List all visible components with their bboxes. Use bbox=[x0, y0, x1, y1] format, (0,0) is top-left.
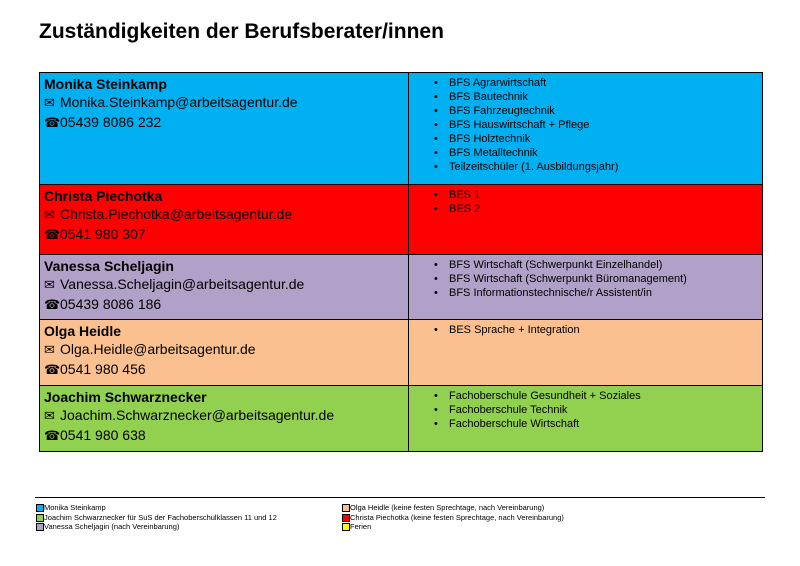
list-item: • BFS Holztechnik bbox=[449, 132, 762, 146]
envelope-icon: ✉ bbox=[44, 278, 55, 293]
list-item: • BES 1 bbox=[449, 188, 762, 202]
phone-line bbox=[44, 426, 404, 446]
subject-list bbox=[409, 76, 762, 174]
phone-line bbox=[44, 360, 404, 380]
subject-list bbox=[409, 258, 762, 300]
page-title: Zuständigkeiten der Berufsberater/innen bbox=[39, 20, 444, 43]
email-link[interactable]: Joachim.Schwarznecker@arbeitsagentur.de bbox=[60, 407, 335, 423]
legend-swatch bbox=[36, 514, 44, 522]
advisor-name: Olga Heidle bbox=[44, 323, 122, 339]
legend-swatch bbox=[342, 514, 350, 522]
contact-cell bbox=[40, 73, 409, 185]
subjects-cell bbox=[409, 255, 763, 320]
email-line bbox=[44, 340, 404, 360]
advisor-name: Christa Piechotka bbox=[44, 188, 163, 204]
subjects-cell bbox=[409, 73, 763, 185]
subjects-cell bbox=[409, 320, 763, 386]
list-item: • Fachoberschule Technik bbox=[449, 403, 762, 417]
list-item: • BFS Bautechnik bbox=[449, 90, 762, 104]
phone-number: 0541 980 456 bbox=[60, 361, 146, 377]
legend-swatch bbox=[36, 504, 44, 512]
phone-line bbox=[44, 225, 404, 245]
email-line bbox=[44, 205, 404, 225]
telephone-icon: ☎ bbox=[44, 228, 61, 243]
table-row bbox=[40, 386, 763, 452]
legend-right bbox=[342, 503, 564, 532]
legend-item bbox=[36, 503, 277, 513]
contact-cell bbox=[40, 255, 409, 320]
legend-swatch bbox=[36, 523, 44, 531]
legend-item bbox=[36, 522, 277, 532]
email-link[interactable]: Olga.Heidle@arbeitsagentur.de bbox=[60, 341, 256, 357]
email-line bbox=[44, 406, 404, 426]
responsibilities-table bbox=[39, 72, 763, 452]
phone-line bbox=[44, 113, 404, 133]
subject-list bbox=[409, 323, 762, 337]
envelope-icon: ✉ bbox=[44, 208, 55, 223]
list-item: • BFS Agrarwirtschaft bbox=[449, 76, 762, 90]
list-item: • BES 2 bbox=[449, 202, 762, 216]
list-item: • BFS Wirtschaft (Schwerpunkt Einzelhandel) bbox=[449, 258, 762, 272]
email-link[interactable]: Christa.Piechotka@arbeitsagentur.de bbox=[60, 206, 293, 222]
phone-line bbox=[44, 295, 404, 315]
list-item: • BFS Wirtschaft (Schwerpunkt Büromanagement) bbox=[449, 272, 762, 286]
email-link[interactable]: Vanessa.Scheljagin@arbeitsagentur.de bbox=[60, 276, 305, 292]
contact-cell bbox=[40, 185, 409, 255]
phone-number: 05439 8086 232 bbox=[60, 114, 162, 130]
phone-number: 0541 980 638 bbox=[60, 427, 146, 443]
advisor-name: Monika Steinkamp bbox=[44, 76, 167, 92]
list-item: • BFS Fahrzeugtechnik bbox=[449, 104, 762, 118]
legend-label: Vanessa Scheljagin (nach Vereinbarung) bbox=[44, 522, 180, 531]
list-item: • Teilzeitschüler (1. Ausbildungsjahr) bbox=[449, 160, 762, 174]
subject-list bbox=[409, 188, 762, 216]
table-row bbox=[40, 185, 763, 255]
legend-item bbox=[342, 522, 564, 532]
table-row bbox=[40, 255, 763, 320]
list-item: • BFS Informationstechnische/r Assistent/in bbox=[449, 286, 762, 300]
envelope-icon: ✉ bbox=[44, 343, 55, 358]
legend-label: Joachim Schwarznecker für SuS der Fachoberschulklassen 11 und 12 bbox=[44, 512, 277, 522]
legend-item bbox=[342, 513, 564, 523]
legend-left bbox=[36, 503, 277, 532]
list-item: • Fachoberschule Gesundheit + Soziales bbox=[449, 389, 762, 403]
contact-cell bbox=[40, 386, 409, 452]
legend-swatch bbox=[342, 504, 350, 512]
legend-label: Monika Steinkamp bbox=[44, 503, 106, 512]
telephone-icon: ☎ bbox=[44, 298, 61, 313]
telephone-icon: ☎ bbox=[44, 363, 61, 378]
list-item: • BFS Metalltechnik bbox=[449, 146, 762, 160]
legend-label: Christa Piechotka (keine festen Sprechtage, nach Vereinbarung) bbox=[350, 512, 564, 522]
envelope-icon: ✉ bbox=[44, 409, 55, 424]
advisor-name: Joachim Schwarznecker bbox=[44, 389, 207, 405]
legend-item bbox=[342, 503, 564, 513]
divider bbox=[35, 497, 765, 498]
subjects-cell bbox=[409, 386, 763, 452]
telephone-icon: ☎ bbox=[44, 429, 61, 444]
subjects-cell bbox=[409, 185, 763, 255]
table-row bbox=[40, 73, 763, 185]
email-link[interactable]: Monika.Steinkamp@arbeitsagentur.de bbox=[60, 94, 298, 110]
list-item: • Fachoberschule Wirtschaft bbox=[449, 417, 762, 431]
advisor-name: Vanessa Scheljagin bbox=[44, 258, 174, 274]
phone-number: 0541 980 307 bbox=[60, 226, 146, 242]
list-item: • BES Sprache + Integration bbox=[449, 323, 762, 337]
phone-number: 05439 8086 186 bbox=[60, 296, 162, 312]
list-item: • BFS Hauswirtschaft + Pflege bbox=[449, 118, 762, 132]
telephone-icon: ☎ bbox=[44, 116, 61, 131]
subject-list bbox=[409, 389, 762, 431]
table-row bbox=[40, 320, 763, 386]
legend-label: Ferien bbox=[350, 522, 372, 531]
email-line bbox=[44, 275, 404, 295]
legend-swatch bbox=[342, 523, 350, 531]
envelope-icon: ✉ bbox=[44, 96, 55, 111]
legend-label: Olga Heidle (keine festen Sprechtage, nach Vereinbarung) bbox=[350, 503, 545, 512]
legend-item bbox=[36, 513, 277, 523]
contact-cell bbox=[40, 320, 409, 386]
email-line bbox=[44, 93, 404, 113]
